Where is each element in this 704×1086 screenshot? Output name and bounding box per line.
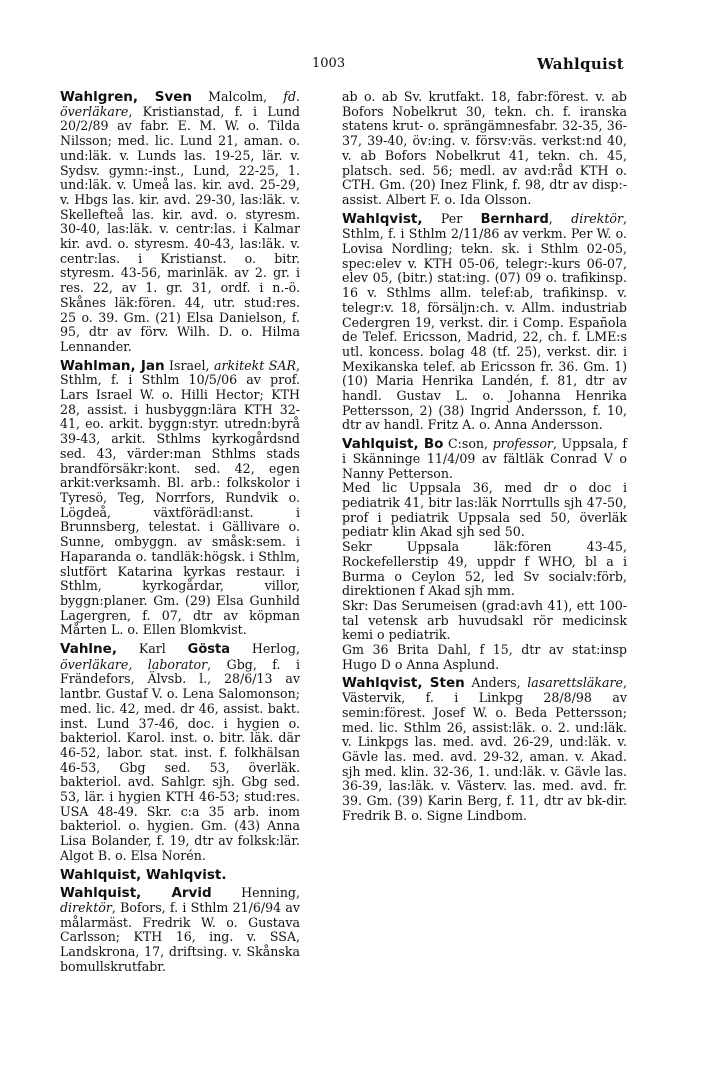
entry-given: Henning, — [211, 885, 300, 901]
entry-given: Karl — [116, 641, 188, 657]
entry-arvid-continued — [342, 90, 627, 208]
entry-wahlgren-sven — [60, 90, 300, 355]
entry-paragraph — [342, 437, 627, 481]
entry-vahlne-gosta — [60, 642, 300, 864]
cross-reference: Wahlquist, Wahlqvist. — [60, 866, 227, 883]
entry-given: , — [548, 210, 572, 226]
entry-title: direktör — [60, 899, 112, 915]
entry-body: ab o. ab Sv. krutfakt. 18, fabr:förest. v. ab Bofors Nobelkrut 30, tekn. ch. f. iranska statens krut- o. sprängämnesfabr. 32-35, 36-37, 39-40, öv:ing. v. försv:väs. verkst:nd 40, v. ab Bofors Nobelkrut 41, tekn. ch. 45, platsch. sed. 56; medl. av avd:råd KTH o. CTH. Gm. (20) Inez Flink, f. 98, dtr av disp:-assist. Albert F. o. Ida Olsson. — [342, 89, 627, 207]
entry-title: arkitekt SAR — [213, 357, 296, 373]
entry-given: Per — [422, 210, 481, 226]
entry-title: lasarettsläkare — [527, 675, 623, 691]
entry-given: Herlog, — [229, 641, 300, 657]
entry-paragraph: Gm 36 Brita Dahl, f 15, dtr av stat:insp Hugo D o Anna Asplund. — [342, 642, 627, 672]
entry-name: Wahlgren, Sven — [60, 89, 193, 105]
entry-given: Israel, — [164, 357, 214, 373]
entry-title: överläkare, laborator — [60, 656, 208, 672]
entry-body: , Kristianstad, f. i Lund 20/2/89 av fabr. E. M. W. o. Tilda Nilsson; med. lic. Lund 21, aman. o. und:läk. v. Lunds las. 19-25, lär. v. Sydsv. gymn:-inst., Lund, 22-25, 1. und:läk. v. Umeå las. kir. avd. 25-29, v. Hbgs las. kir. avd. 29-30, las:läk. v. Skellefteå las. kir. avd. o. styresm. 30-40, las:läk. v. centr:las. i Kalmar kir. avd. o. styresm. 40-43, las:läk. v. centr:las. i Kristianst. o. bitr. styresm. 43-56, marinläk. av 2. gr. i res. 22, av 1. gr. 31, ordf. i n.-ö. Skånes läk:fören. 44, utr. stud:res. 25 o. 39. Gm. (21) Elsa Danielson, f. 95, dtr av förv. Wilh. D. o. Hilma Lennander. — [60, 103, 300, 354]
entry-body: , Västervik, f. i Linkpg 28/8/98 av semin:förest. Josef W. o. Beda Pettersson; med. lic. Sthlm 26, assist:läk. o. 2. und:läk. v. Linkpgs las. med. avd. 26-29, und:läk. v. Gävle las. med. avd. 29-32, aman. v. Akad. sjh med. klin. 32-36, 1. und:läk. v. Gävle las. 36-39, las:läk. v. Västerv. las. med. avd. fr. 39. Gm. (39) Karin Berg, f. 11, dtr av bk-dir. Fredrik B. o. Signe Lindbom. — [342, 675, 628, 823]
entry-body: , Sthlm, f. i Sthlm 2/11/86 av verkm. Per W. o. Lovisa Nordling; tekn. sk. i Sthlm 02-05, spec:elev v. KTH 05-06, telegr:-kurs 06-07, elev 05, (bitr.) stat:ing. (07) 09 o. trafikinsp. 16 v. Sthlms allm. telef:ab, trafikinsp. v. telegr:v. 18, försäljn:ch. v. Allm. industriab Cedergren 19, verkst. dir. i Comp. Española de Telef. Ericsson, Madrid, 22, ch. f. LME:s utl. koncess. bolag 48 (tf. 25), verkst. dir. i Mexikanska telef. ab Ericsson fr. 36. Gm. 1) (10) Maria Henrika Landén, f. 81, dtr av handl. Gustav L. o. Johanna Henrika Pettersson, 2) (38) Ingrid Andersson, f. 10, dtr av handl. Fritz A. o. Anna Andersson. — [342, 210, 628, 433]
entry-name: Wahlqvist, — [342, 210, 423, 227]
entry-given: Anders, — [464, 675, 528, 691]
entry-wahlqvist-bernhard — [342, 212, 627, 434]
entry-paragraph: Skr: Das Serumeisen (grad:avh 41), ett 100-tal vetensk arb huvudsakl rör medicinsk kemi o pediatrik. — [342, 597, 627, 643]
entry-body: , Gbg, f. i Frändefors, Älvsb. l., 28/6/13 av lantbr. Gustaf V. o. Lena Salomonson; med. lic. 42, med. dr 46, assist. bakt. inst. Lund 37-46, doc. i hygien o. bakteriol. Karol. inst. o. bitr. läk. där 46-52, labor. stat. inst. f. folkhälsan 46-53, Gbg sed. 53, överläk. bakteriol. avd. Sahlgr. sjh. Gbg sed. 53, lär. i hygien KTH 46-53; stud:res. USA 48-49. Skr. c:a 35 arb. inom bakteriol. o. hygien. Gm. (43) Anna Lisa Bolander, f. 19, dtr av folksk:lär. Algot B. o. Elsa Norén. — [60, 656, 300, 863]
entry-given: Malcolm, — [192, 89, 284, 104]
entry-name: Wahlquist, Arvid — [60, 885, 212, 902]
entry-wahlqvist-sten — [342, 676, 627, 823]
running-head: Wahlquist — [536, 55, 624, 73]
entry-name: Vahlquist, Bo — [342, 436, 444, 453]
left-column — [60, 90, 300, 978]
entry-title: professor — [492, 436, 553, 452]
entry-title: fd. överläkare — [60, 89, 301, 119]
entry-paragraph: Med lic Uppsala 36, med dr o doc i pediatrik 41, bitr las:läk Norrtulls sjh 47-50, prof i pediatrik Uppsala sed 50, överläk pediatr klin Akad sjh sed 50. — [342, 480, 627, 540]
entry-body: , Uppsala, f i Skänninge 11/4/09 av fältläk Conrad V o Nanny Petterson. — [342, 436, 628, 481]
entry-vahlquist-bo — [342, 437, 627, 672]
entry-body: , Sthlm, f. i Sthlm 10/5/06 av prof. Lars Israel W. o. Hilli Hector; KTH 28, assist. i husbyggn:lära KTH 32-41, eo. arkit. byggn:styr. utredn:byrå 39-43, arkit. Sthlms kyrkogårdsnd sed. 43, värder:man Sthlms stads brandförsäkr:kont. sed. 42, egen arkit:verksamh. Bl. arb.: folkskolor i Tyresö, Teg, Norrfors, Rundvik o. Lögdeå, växtförädl:anst. i Brunnsberg, telestat. i Gällivare o. Sunne, ombyggn. av småsk:sem. i Haparanda o. tandläk:högsk. i Sthlm, slutfört Katarina kyrkas restaur. i Sthlm, kyrkogårdar, villor, byggn:planer. Gm. (29) Elsa Gunhild Lagergren, f. 07, dtr av köpman Mårten L. o. Ellen Blomkvist. — [60, 357, 300, 638]
page-number: 1003 — [312, 56, 346, 71]
entry-title: direktör — [571, 210, 623, 226]
entry-wahlquist-arvid — [60, 886, 300, 974]
entry-bold-given: Bernhard — [480, 211, 549, 227]
entry-paragraph: Sekr Uppsala läk:fören 43-45, Rockefellerstip 49, uppdr f WHO, bl a i Burma o Ceylon 52, led Sv socialv:förb, direktionen f Akad sjh mm. — [342, 539, 627, 599]
entry-name: Vahlne, — [60, 641, 117, 658]
entry-given: C:son, — [443, 436, 493, 452]
entry-name: Wahlman, Jan — [60, 357, 165, 374]
entry-bold-given: Gösta — [187, 642, 230, 658]
entry-body: , Bofors, f. i Sthlm 21/6/94 av målarmäst. Fredrik W. o. Gustava Carlsson; KTH 16, ing. v. SSA, Landskrona, 17, driftsing. v. Skånska bomullskrutfabr. — [60, 899, 300, 974]
entry-name: Wahlqvist, Sten — [342, 675, 465, 692]
entry-wahlman-jan — [60, 359, 300, 638]
right-column — [342, 90, 627, 827]
